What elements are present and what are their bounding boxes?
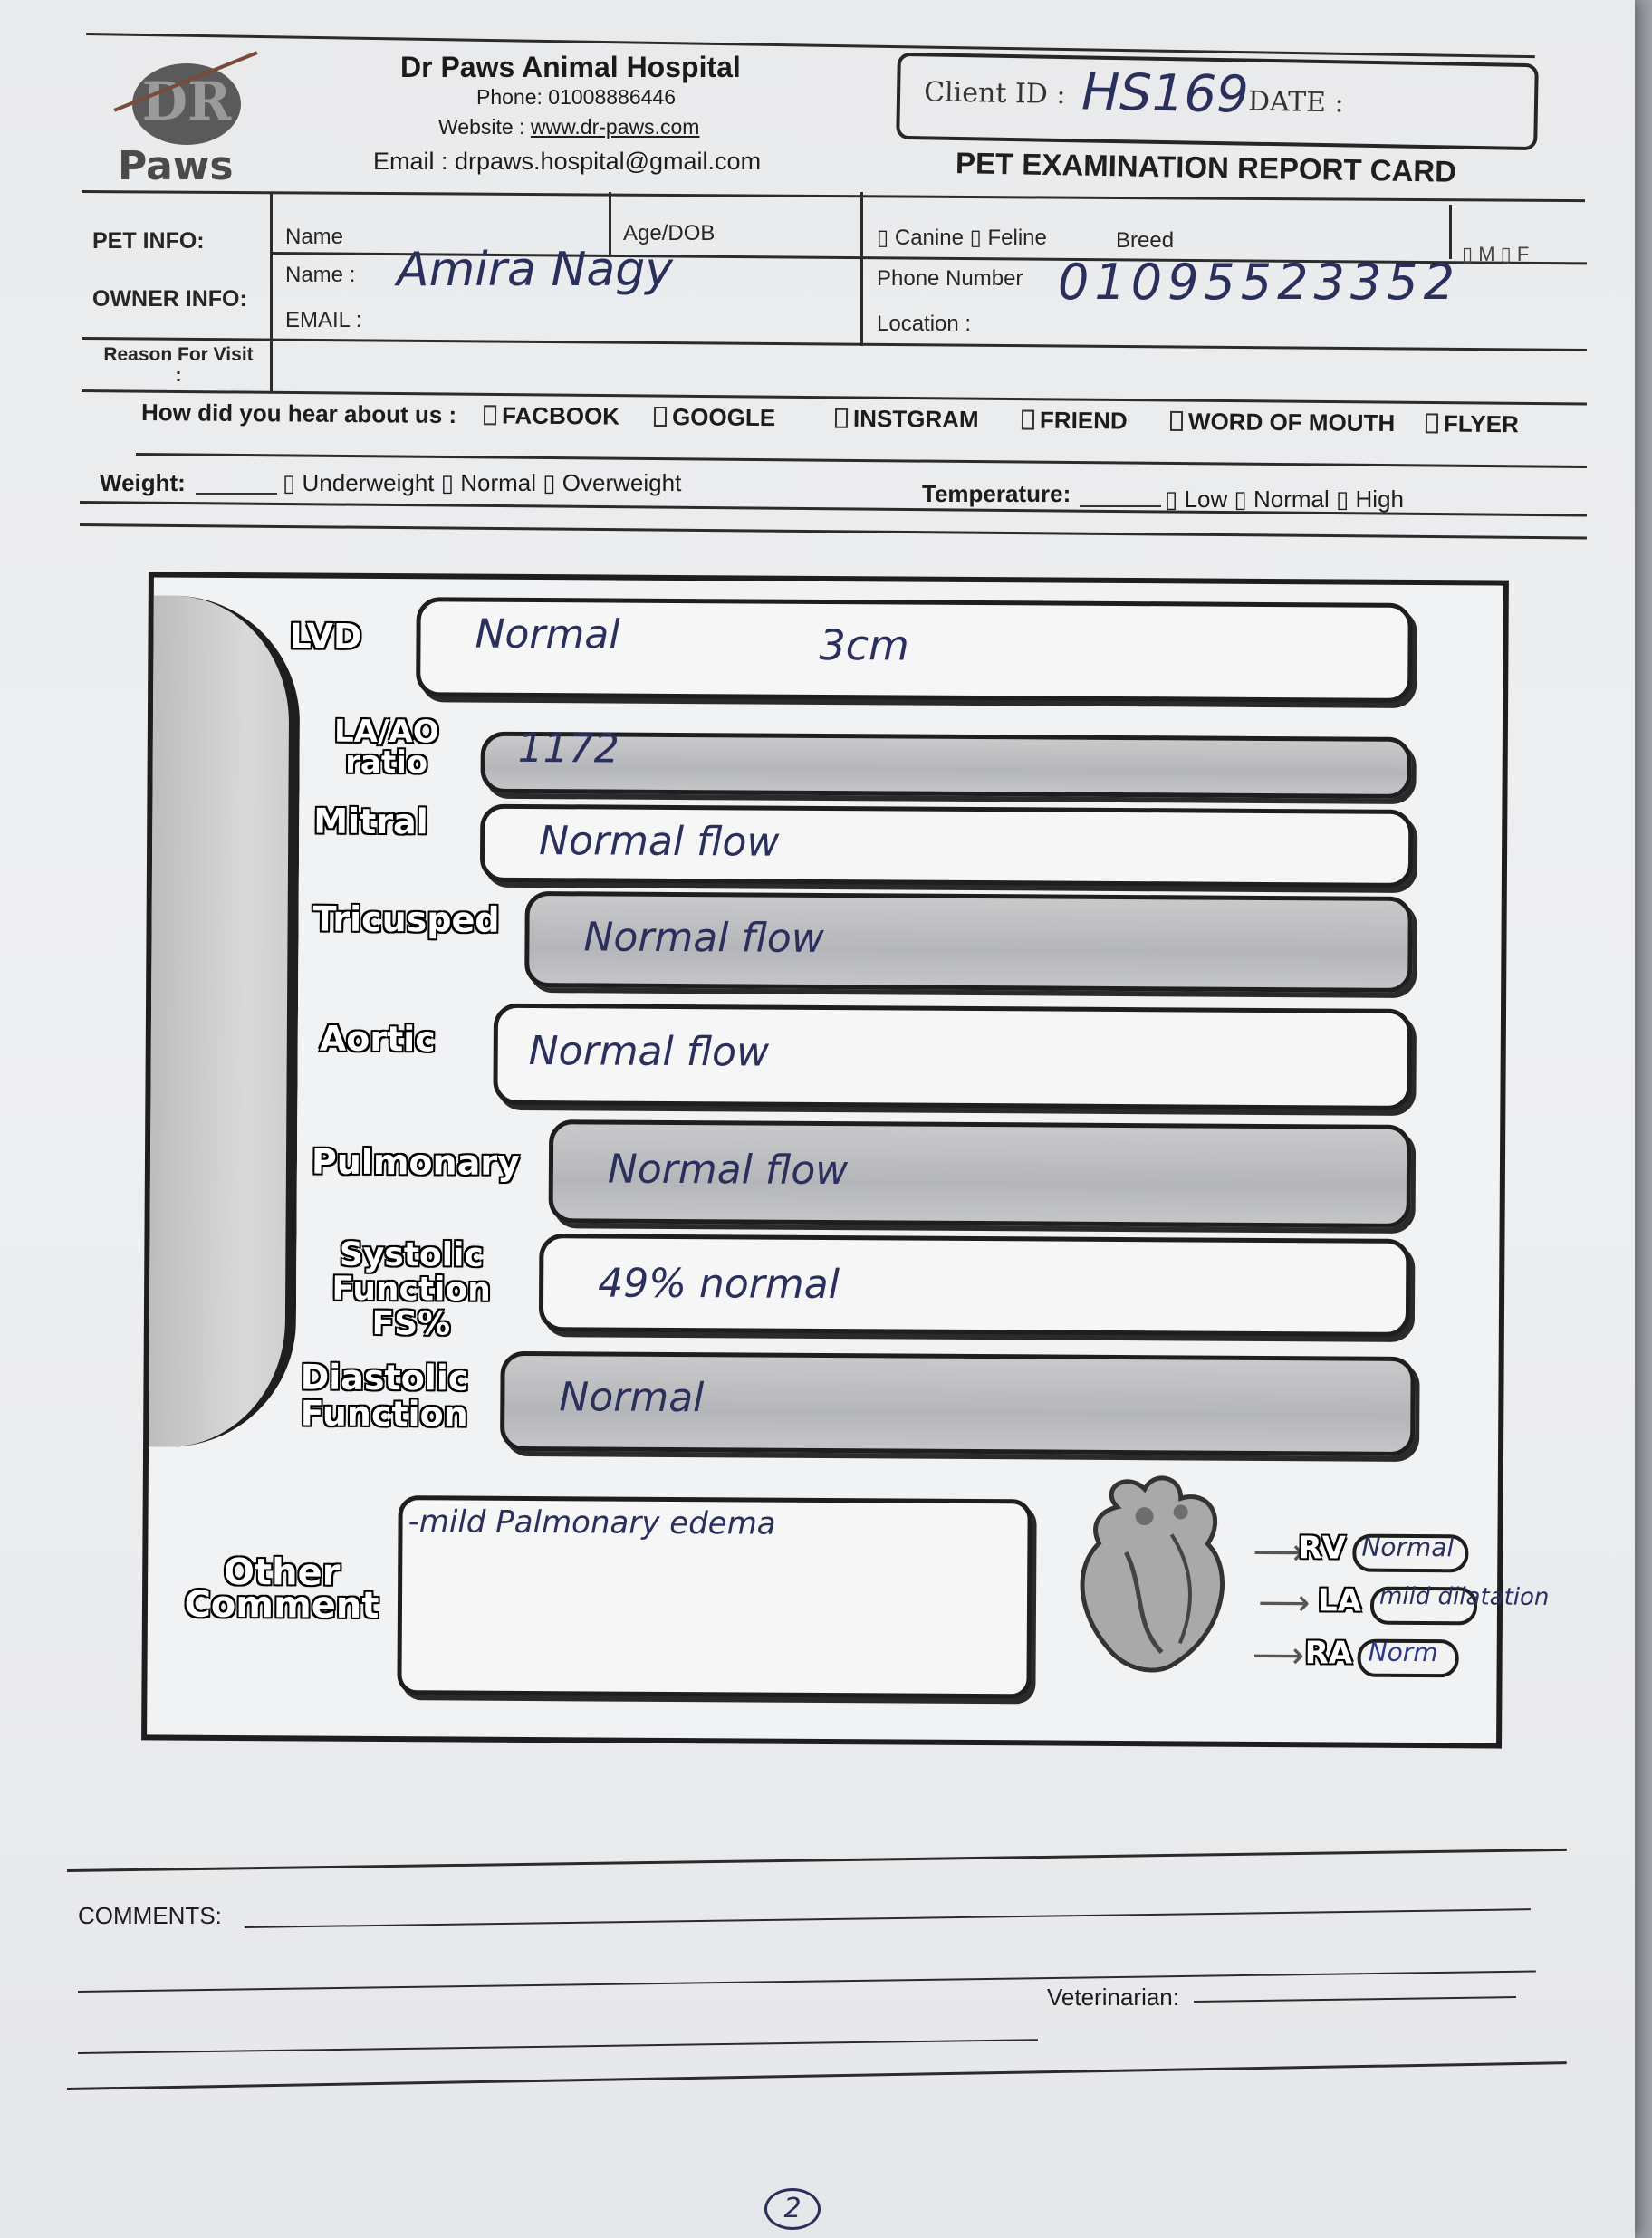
owner-name-value[interactable]: Amira Nagy [397, 243, 673, 297]
tag-mitral: Mitral [313, 801, 428, 842]
arrow-ra: ⟶ [1252, 1635, 1305, 1676]
field-lvd[interactable]: Normal 3cm [416, 597, 1413, 703]
echo-panel [141, 572, 1550, 1748]
field-ra[interactable]: Norm [1358, 1639, 1459, 1678]
field-mitral[interactable]: Normal flow [480, 804, 1414, 888]
website-label: Website : [438, 115, 525, 139]
logo [91, 54, 254, 190]
field-la-ao-ratio[interactable]: 1172 [480, 732, 1411, 799]
tag-rv: RV [1298, 1530, 1347, 1567]
sex-checkboxes[interactable]: ▯ M ▯ F [1462, 243, 1530, 265]
option-flyer[interactable]: FLYER [1426, 409, 1519, 438]
temperature-label: Temperature: [922, 480, 1071, 507]
top-rule [86, 33, 1535, 58]
date-label: DATE : [1247, 85, 1344, 120]
weight-label: Weight: [100, 469, 186, 496]
field-aortic[interactable]: Normal flow [493, 1004, 1412, 1110]
field-systolic-function[interactable]: 49% normal [539, 1234, 1411, 1337]
pet-name-label: Name [285, 225, 344, 249]
location-label: Location : [877, 312, 972, 336]
logo-text: Paws [118, 143, 234, 189]
hospital-phone: Phone: 01008886446 [476, 85, 676, 109]
field-la[interactable]: mild dilatation [1370, 1587, 1477, 1626]
tag-pulmonary: Pulmonary [311, 1141, 520, 1183]
tag-la: LA [1317, 1582, 1362, 1619]
report-title: PET EXAMINATION REPORT CARD [955, 146, 1457, 188]
field-rv[interactable]: Normal [1352, 1534, 1468, 1573]
tag-systolic-function: Systolic Function FS% [331, 1235, 491, 1343]
owner-info-label: OWNER INFO: [92, 286, 247, 312]
species-checkboxes[interactable]: ▯ Canine ▯ Feline [877, 226, 1047, 250]
veterinarian-label: Veterinarian: [1047, 1983, 1179, 2011]
client-id-box [896, 53, 1539, 150]
page-number: 2 [764, 2188, 821, 2230]
pet-age-label: Age/DOB [623, 221, 716, 245]
heart-icon [1062, 1471, 1244, 1680]
echo-rail [149, 595, 301, 1447]
field-diastolic-function[interactable]: Normal [500, 1351, 1416, 1456]
comments-label: COMMENTS: [78, 1902, 222, 1929]
tag-ra: RA [1304, 1635, 1353, 1672]
reason-label: Reason For Visit : [103, 344, 254, 386]
hospital-name: Dr Paws Animal Hospital [400, 51, 741, 83]
tag-tricusped: Tricusped [312, 898, 500, 940]
pet-info-label: PET INFO: [92, 228, 205, 254]
owner-name-label: Name : [285, 263, 356, 287]
weight-options[interactable]: ▯ Underweight ▯ Normal ▯ Overweight [283, 469, 682, 496]
logo-mark: DR [141, 71, 232, 132]
option-facebook[interactable]: FACBOOK [484, 401, 620, 430]
tag-diastolic-function: Diastolic Function [300, 1357, 469, 1435]
tag-other-comment: Other Comment [184, 1551, 379, 1627]
client-id-label: Client ID : [923, 76, 1066, 111]
tag-lvd: LVD [289, 616, 362, 657]
option-google[interactable]: GOOGLE [654, 403, 775, 432]
hospital-website [438, 115, 699, 139]
option-friend[interactable]: FRIEND [1022, 406, 1128, 435]
website-link[interactable]: www.dr-paws.com [530, 115, 700, 139]
arrow-la: ⟶ [1257, 1582, 1311, 1624]
field-other-comment[interactable]: -mild Palmonary edema [397, 1495, 1032, 1698]
option-instagram[interactable]: INSTGRAM [835, 405, 979, 434]
client-id-value[interactable]: HS169 [1081, 62, 1250, 125]
temperature-options[interactable]: ▯ Low ▯ Normal ▯ High [1165, 485, 1404, 513]
arrow-rv: ⟶ [1253, 1532, 1305, 1573]
breed-label: Breed [1116, 228, 1175, 253]
referral-row [141, 399, 1554, 447]
referral-question: How did you hear about us : [140, 399, 457, 429]
field-pulmonary[interactable]: Normal flow [549, 1119, 1412, 1228]
option-word-of-mouth[interactable]: WORD OF MOUTH [1170, 408, 1395, 437]
phone-value[interactable]: 01095523352 [1058, 254, 1460, 311]
field-tricusped[interactable]: Normal flow [524, 891, 1413, 993]
tag-aortic: Aortic [319, 1018, 436, 1060]
phone-label: Phone Number [877, 266, 1023, 291]
tag-la-ao-ratio: LA/AO ratio [333, 713, 439, 782]
owner-email-label: EMAIL : [285, 308, 362, 332]
hospital-email: Email : drpaws.hospital@gmail.com [373, 148, 762, 175]
